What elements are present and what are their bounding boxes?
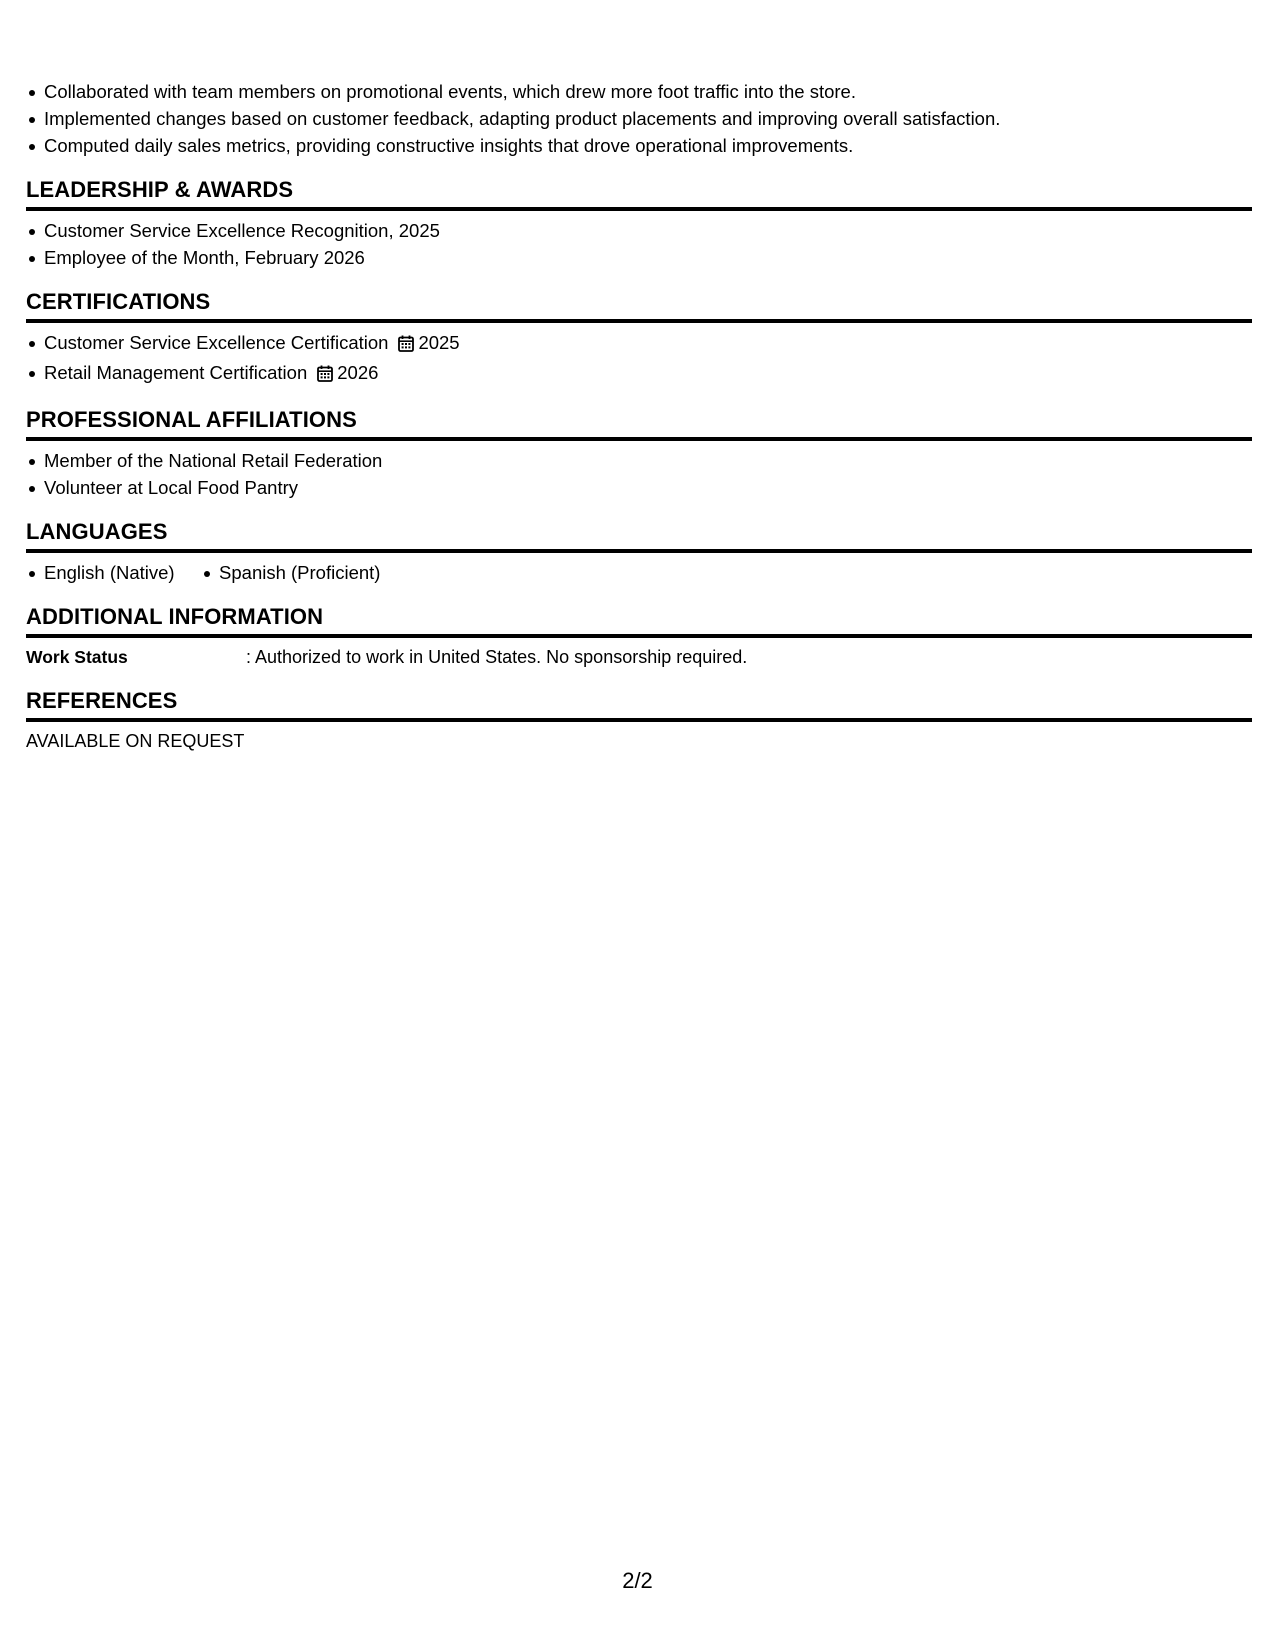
certification-name: Customer Service Excellence Certification [44,332,389,353]
certification-year: 2025 [418,332,460,353]
certifications-heading: CERTIFICATIONS [26,289,1252,323]
additional-info-section [26,604,1252,670]
certification-year: 2026 [337,362,379,383]
calendar-icon [317,362,333,389]
language-item: English (Native) [44,559,175,586]
affiliations-section [26,407,1252,501]
leadership-list [26,217,1252,271]
certifications-section [26,289,1252,389]
leadership-section [26,177,1252,271]
leadership-item: Employee of the Month, February 2026 [44,244,1252,271]
certification-item [44,359,1252,389]
page-number: 2/2 [622,1568,653,1593]
language-item: Spanish (Proficient) [219,559,380,586]
experience-bullet: Implemented changes based on customer feedback, adapting product placements and improving overall satisfaction. [44,105,1252,132]
affiliation-item: Volunteer at Local Food Pantry [44,474,1252,501]
leadership-heading: LEADERSHIP & AWARDS [26,177,1252,211]
affiliations-heading: PROFESSIONAL AFFILIATIONS [26,407,1252,441]
languages-section [26,519,1252,586]
certification-item [44,329,1252,359]
references-heading: REFERENCES [26,688,1252,722]
affiliation-item: Member of the National Retail Federation [44,447,1252,474]
certification-name: Retail Management Certification [44,362,308,383]
leadership-item: Customer Service Excellence Recognition, 2025 [44,217,1252,244]
additional-info-heading: ADDITIONAL INFORMATION [26,604,1252,638]
experience-bullet: Computed daily sales metrics, providing constructive insights that drove operational improvements. [44,132,1252,159]
resume-page [26,78,1252,754]
experience-bullet-list [26,78,1252,159]
experience-bullet: Collaborated with team members on promotional events, which drew more foot traffic into the store. [44,78,1252,105]
references-text: AVAILABLE ON REQUEST [26,731,245,751]
references-section [26,688,1252,754]
languages-list [26,559,1252,586]
work-status-row [26,644,1252,670]
calendar-icon [398,332,414,359]
work-status-value: : Authorized to work in United States. No sponsorship required. [246,647,748,667]
certifications-list [26,329,1252,389]
languages-heading: LANGUAGES [26,519,1252,553]
work-status-label: Work Status [26,647,128,667]
affiliations-list [26,447,1252,501]
